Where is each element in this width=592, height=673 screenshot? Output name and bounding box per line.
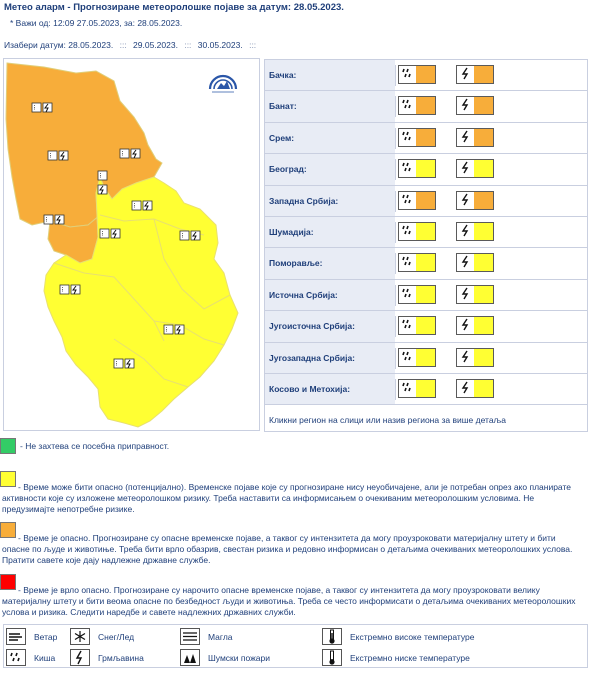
region-row[interactable] bbox=[264, 122, 588, 153]
rain-icon bbox=[400, 255, 415, 268]
warning-cell-icon bbox=[400, 224, 417, 239]
legend-orange bbox=[0, 522, 585, 570]
warning-level-yellow bbox=[474, 254, 493, 271]
date-separator: ::: bbox=[119, 40, 127, 50]
region-hint-text: Кликни регион на слици или назив региона за више детаља bbox=[269, 415, 506, 426]
warning-cell[interactable] bbox=[398, 285, 436, 304]
region-row[interactable] bbox=[264, 342, 588, 373]
region-row[interactable] bbox=[264, 153, 588, 184]
warning-cell[interactable] bbox=[398, 65, 436, 84]
wind-icon bbox=[6, 628, 26, 645]
thunderstorm-icon bbox=[458, 193, 473, 206]
warning-cell[interactable] bbox=[456, 159, 494, 178]
warning-cell[interactable] bbox=[456, 316, 494, 335]
region-warning-cells bbox=[395, 316, 589, 337]
warning-cell-icon bbox=[400, 255, 417, 270]
icon-legend-label: Магла bbox=[208, 632, 233, 642]
svg-text:⁝: ⁝ bbox=[49, 152, 52, 160]
warning-cell-icon bbox=[400, 161, 417, 176]
legend-green bbox=[0, 438, 585, 458]
region-name-link[interactable]: Београд: bbox=[269, 164, 307, 175]
warning-cell-icon bbox=[458, 381, 475, 396]
region-warning-cells bbox=[395, 285, 589, 306]
warning-cell[interactable] bbox=[398, 316, 436, 335]
fog-icon bbox=[180, 628, 200, 645]
rain-icon bbox=[400, 67, 415, 80]
region-row[interactable] bbox=[264, 373, 588, 404]
svg-text:⁝: ⁝ bbox=[33, 104, 36, 112]
rain-icon bbox=[400, 130, 415, 143]
warning-cell[interactable] bbox=[398, 348, 436, 367]
page-title bbox=[4, 2, 344, 13]
svg-text:⁝: ⁝ bbox=[133, 202, 136, 210]
warning-cell-icon bbox=[458, 161, 475, 176]
high-temperature-icon bbox=[322, 628, 342, 645]
warning-cell-icon bbox=[400, 98, 417, 113]
warning-cell[interactable] bbox=[456, 222, 494, 241]
region-name-link[interactable]: Поморавље: bbox=[269, 258, 323, 269]
region-name-link[interactable]: Косово и Метохија: bbox=[269, 383, 351, 394]
warning-level-yellow bbox=[474, 223, 493, 240]
warning-cell[interactable] bbox=[398, 191, 436, 210]
thunderstorm-icon bbox=[458, 224, 473, 237]
warning-cell-icon bbox=[458, 318, 475, 333]
rain-icon bbox=[400, 287, 415, 300]
warning-cell[interactable] bbox=[456, 65, 494, 84]
snow-ice-icon bbox=[70, 628, 90, 645]
color-swatch-green bbox=[0, 438, 16, 454]
svg-text:⁝: ⁝ bbox=[165, 326, 168, 334]
svg-text:⁝: ⁝ bbox=[115, 360, 118, 368]
region-name-link[interactable]: Срем: bbox=[269, 132, 295, 143]
region-warning-cells bbox=[395, 159, 589, 180]
legend-red-text: - Време је врло опасно. Прогнозиране су нарочито опасне временске појаве, а таквог су интензитета да могу проузроковати велику материјалну штету и бити веома опасне по безбедност људи и животиња. Треба се често информисати о детаљима очекиваних метеоролошких услова и ризика. Следити наредбе и савете надлежних државних служби. bbox=[2, 585, 576, 617]
serbia-map[interactable] bbox=[3, 58, 260, 431]
svg-text:⁝: ⁝ bbox=[101, 230, 104, 238]
region-name-link[interactable]: Бачка: bbox=[269, 70, 297, 80]
rhmz-logo-icon bbox=[206, 67, 240, 101]
warning-cell-icon bbox=[458, 224, 475, 239]
region-row[interactable] bbox=[264, 59, 588, 90]
title-date: 28.05.2023. bbox=[293, 2, 344, 13]
warning-cell[interactable] bbox=[398, 159, 436, 178]
warning-level-yellow bbox=[416, 380, 435, 397]
warning-cell[interactable] bbox=[456, 128, 494, 147]
warning-level-orange bbox=[416, 129, 435, 146]
rain-icon bbox=[400, 381, 415, 394]
valid-from: * Важи од: 12:09 27.05.2023, за: 28.05.2023. bbox=[10, 18, 183, 28]
icon-legend-label: Ветар bbox=[34, 632, 58, 642]
region-warning-cells bbox=[395, 191, 589, 212]
date-link-3[interactable]: 30.05.2023. bbox=[197, 40, 243, 50]
warning-cell[interactable] bbox=[456, 348, 494, 367]
thunderstorm-icon bbox=[458, 98, 473, 111]
warning-cell-icon bbox=[400, 193, 417, 208]
thunderstorm-icon bbox=[458, 287, 473, 300]
legend-yellow bbox=[0, 471, 585, 521]
rain-icon bbox=[400, 318, 415, 331]
icon-legend-label: Грмљавина bbox=[98, 653, 144, 663]
svg-text:⁝: ⁝ bbox=[181, 232, 184, 240]
icon-legend-label: Снег/Лед bbox=[98, 632, 135, 642]
warning-level-orange bbox=[474, 97, 493, 114]
region-row[interactable] bbox=[264, 216, 588, 247]
warning-cell[interactable] bbox=[456, 379, 494, 398]
warning-cell-icon bbox=[458, 130, 475, 145]
warning-cell[interactable] bbox=[398, 379, 436, 398]
region-warning-cells bbox=[395, 96, 589, 117]
warning-level-yellow bbox=[474, 380, 493, 397]
warning-cell[interactable] bbox=[456, 253, 494, 272]
rain-icon bbox=[400, 350, 415, 363]
rain-icon bbox=[400, 224, 415, 237]
icon-legend-label: Шумски пожари bbox=[208, 653, 270, 663]
thunderstorm-icon bbox=[458, 255, 473, 268]
warning-level-orange bbox=[474, 192, 493, 209]
warning-cell-icon bbox=[400, 130, 417, 145]
region-warning-cells bbox=[395, 222, 589, 243]
region-name-link[interactable]: Источна Србија: bbox=[269, 289, 338, 300]
date-picker bbox=[4, 40, 260, 50]
icon-legend-label: Екстремно високе температуре bbox=[350, 632, 475, 642]
svg-text:⁝: ⁝ bbox=[99, 172, 102, 180]
icon-legend-label: Екстремно ниске температуре bbox=[350, 653, 470, 663]
warning-level-orange bbox=[416, 66, 435, 83]
rain-icon bbox=[400, 193, 415, 206]
warning-cell[interactable] bbox=[398, 128, 436, 147]
svg-text:⁝: ⁝ bbox=[121, 150, 124, 158]
region-row[interactable] bbox=[264, 279, 588, 310]
date-separator: ::: bbox=[184, 40, 192, 50]
warning-cell-icon bbox=[400, 287, 417, 302]
thunderstorm-icon bbox=[458, 161, 473, 174]
warning-level-yellow bbox=[416, 317, 435, 334]
thunderstorm-icon bbox=[458, 381, 473, 394]
warning-level-yellow bbox=[416, 160, 435, 177]
rain-icon bbox=[400, 98, 415, 111]
thunderstorm-icon bbox=[458, 67, 473, 80]
warning-level-orange bbox=[416, 97, 435, 114]
icon-legend-label: Киша bbox=[34, 653, 56, 663]
region-name-link[interactable]: Југоисточна Србија: bbox=[269, 321, 355, 332]
region-name-link[interactable]: Југозападна Србија: bbox=[269, 352, 356, 363]
date-link-2[interactable]: 29.05.2023. bbox=[133, 40, 178, 50]
date-link-1[interactable]: 28.05.2023. bbox=[68, 40, 114, 50]
rain-icon bbox=[6, 649, 26, 666]
warning-cell[interactable] bbox=[398, 253, 436, 272]
region-row[interactable] bbox=[264, 185, 588, 216]
warning-cell-icon bbox=[458, 67, 475, 82]
thunderstorm-icon bbox=[70, 649, 90, 666]
warning-cell[interactable] bbox=[398, 222, 436, 241]
warning-level-yellow bbox=[416, 254, 435, 271]
region-warning-cells bbox=[395, 348, 589, 369]
warning-level-yellow bbox=[474, 317, 493, 334]
svg-text:⁝: ⁝ bbox=[45, 216, 48, 224]
warning-cell-icon bbox=[458, 287, 475, 302]
title-text: Метео аларм - Прогнозиране метеоролошке појаве за датум: bbox=[4, 2, 292, 13]
region-hint bbox=[264, 404, 588, 432]
warning-cell-icon bbox=[458, 350, 475, 365]
warning-cell[interactable] bbox=[456, 285, 494, 304]
warning-level-yellow bbox=[474, 349, 493, 366]
serbia-map-svg[interactable] bbox=[4, 59, 261, 432]
warning-cell-icon bbox=[458, 255, 475, 270]
warning-level-orange bbox=[416, 192, 435, 209]
legend-yellow-text: - Време може бити опасно (потенцијално). Временске појаве које су прогнозиране нису неуобичајене, али је потребан опрез ако планирате активности које су изложене метеоролошком ризику. Треба наставити са информисањем о очекиваним метеоролошким условима. Не предузимајте непотребне ризике. bbox=[2, 482, 571, 514]
thunderstorm-icon bbox=[458, 318, 473, 331]
region-warning-cells bbox=[395, 65, 589, 86]
svg-text:⁝: ⁝ bbox=[61, 286, 64, 294]
region-warning-cells bbox=[395, 128, 589, 149]
legend-green-text: - Не захтева се посебна приправност. bbox=[20, 441, 170, 451]
thunderstorm-icon bbox=[458, 130, 473, 143]
region-name-link[interactable]: Западна Србија: bbox=[269, 195, 339, 206]
warning-level-yellow bbox=[474, 160, 493, 177]
date-picker-label: Изабери датум: bbox=[4, 40, 66, 50]
region-warning-cells bbox=[395, 253, 589, 274]
warning-cell[interactable] bbox=[456, 96, 494, 115]
warning-cell-icon bbox=[400, 350, 417, 365]
warning-cell-icon bbox=[400, 318, 417, 333]
warning-level-orange bbox=[474, 66, 493, 83]
legend-orange-text: - Време је опасно. Прогнозиране су опасне временске појаве, а таквог су интензитета да могу проузроковати материјалну штету и бити опасне по људе и животиње. Треба бити врло обазрив, свестан ризика и редовно информисан о детаљима очекиваних метеоролошких услова. Пратити савете које дају надлежне државне службе. bbox=[2, 533, 573, 565]
warning-cell-icon bbox=[400, 381, 417, 396]
region-name-link[interactable]: Банат: bbox=[269, 101, 297, 112]
warning-cell-icon bbox=[458, 98, 475, 113]
rain-icon bbox=[400, 161, 415, 174]
warning-level-yellow bbox=[416, 349, 435, 366]
thunderstorm-icon bbox=[458, 350, 473, 363]
forest-fire-icon bbox=[180, 649, 200, 666]
warning-cell[interactable] bbox=[456, 191, 494, 210]
region-row[interactable] bbox=[264, 247, 588, 278]
warning-level-yellow bbox=[416, 286, 435, 303]
warning-cell[interactable] bbox=[398, 96, 436, 115]
warning-level-yellow bbox=[416, 223, 435, 240]
warning-cell-icon bbox=[400, 67, 417, 82]
region-name-link[interactable]: Шумадија: bbox=[269, 226, 314, 237]
warning-cell-icon bbox=[458, 193, 475, 208]
low-temperature-icon bbox=[322, 649, 342, 666]
warning-level-orange bbox=[474, 129, 493, 146]
region-warning-cells bbox=[395, 379, 589, 400]
icon-legend bbox=[3, 624, 588, 668]
region-row[interactable] bbox=[264, 310, 588, 341]
region-table bbox=[264, 59, 588, 432]
date-separator: ::: bbox=[249, 40, 257, 50]
region-row[interactable] bbox=[264, 90, 588, 121]
warning-level-yellow bbox=[474, 286, 493, 303]
legend-red bbox=[0, 574, 585, 622]
